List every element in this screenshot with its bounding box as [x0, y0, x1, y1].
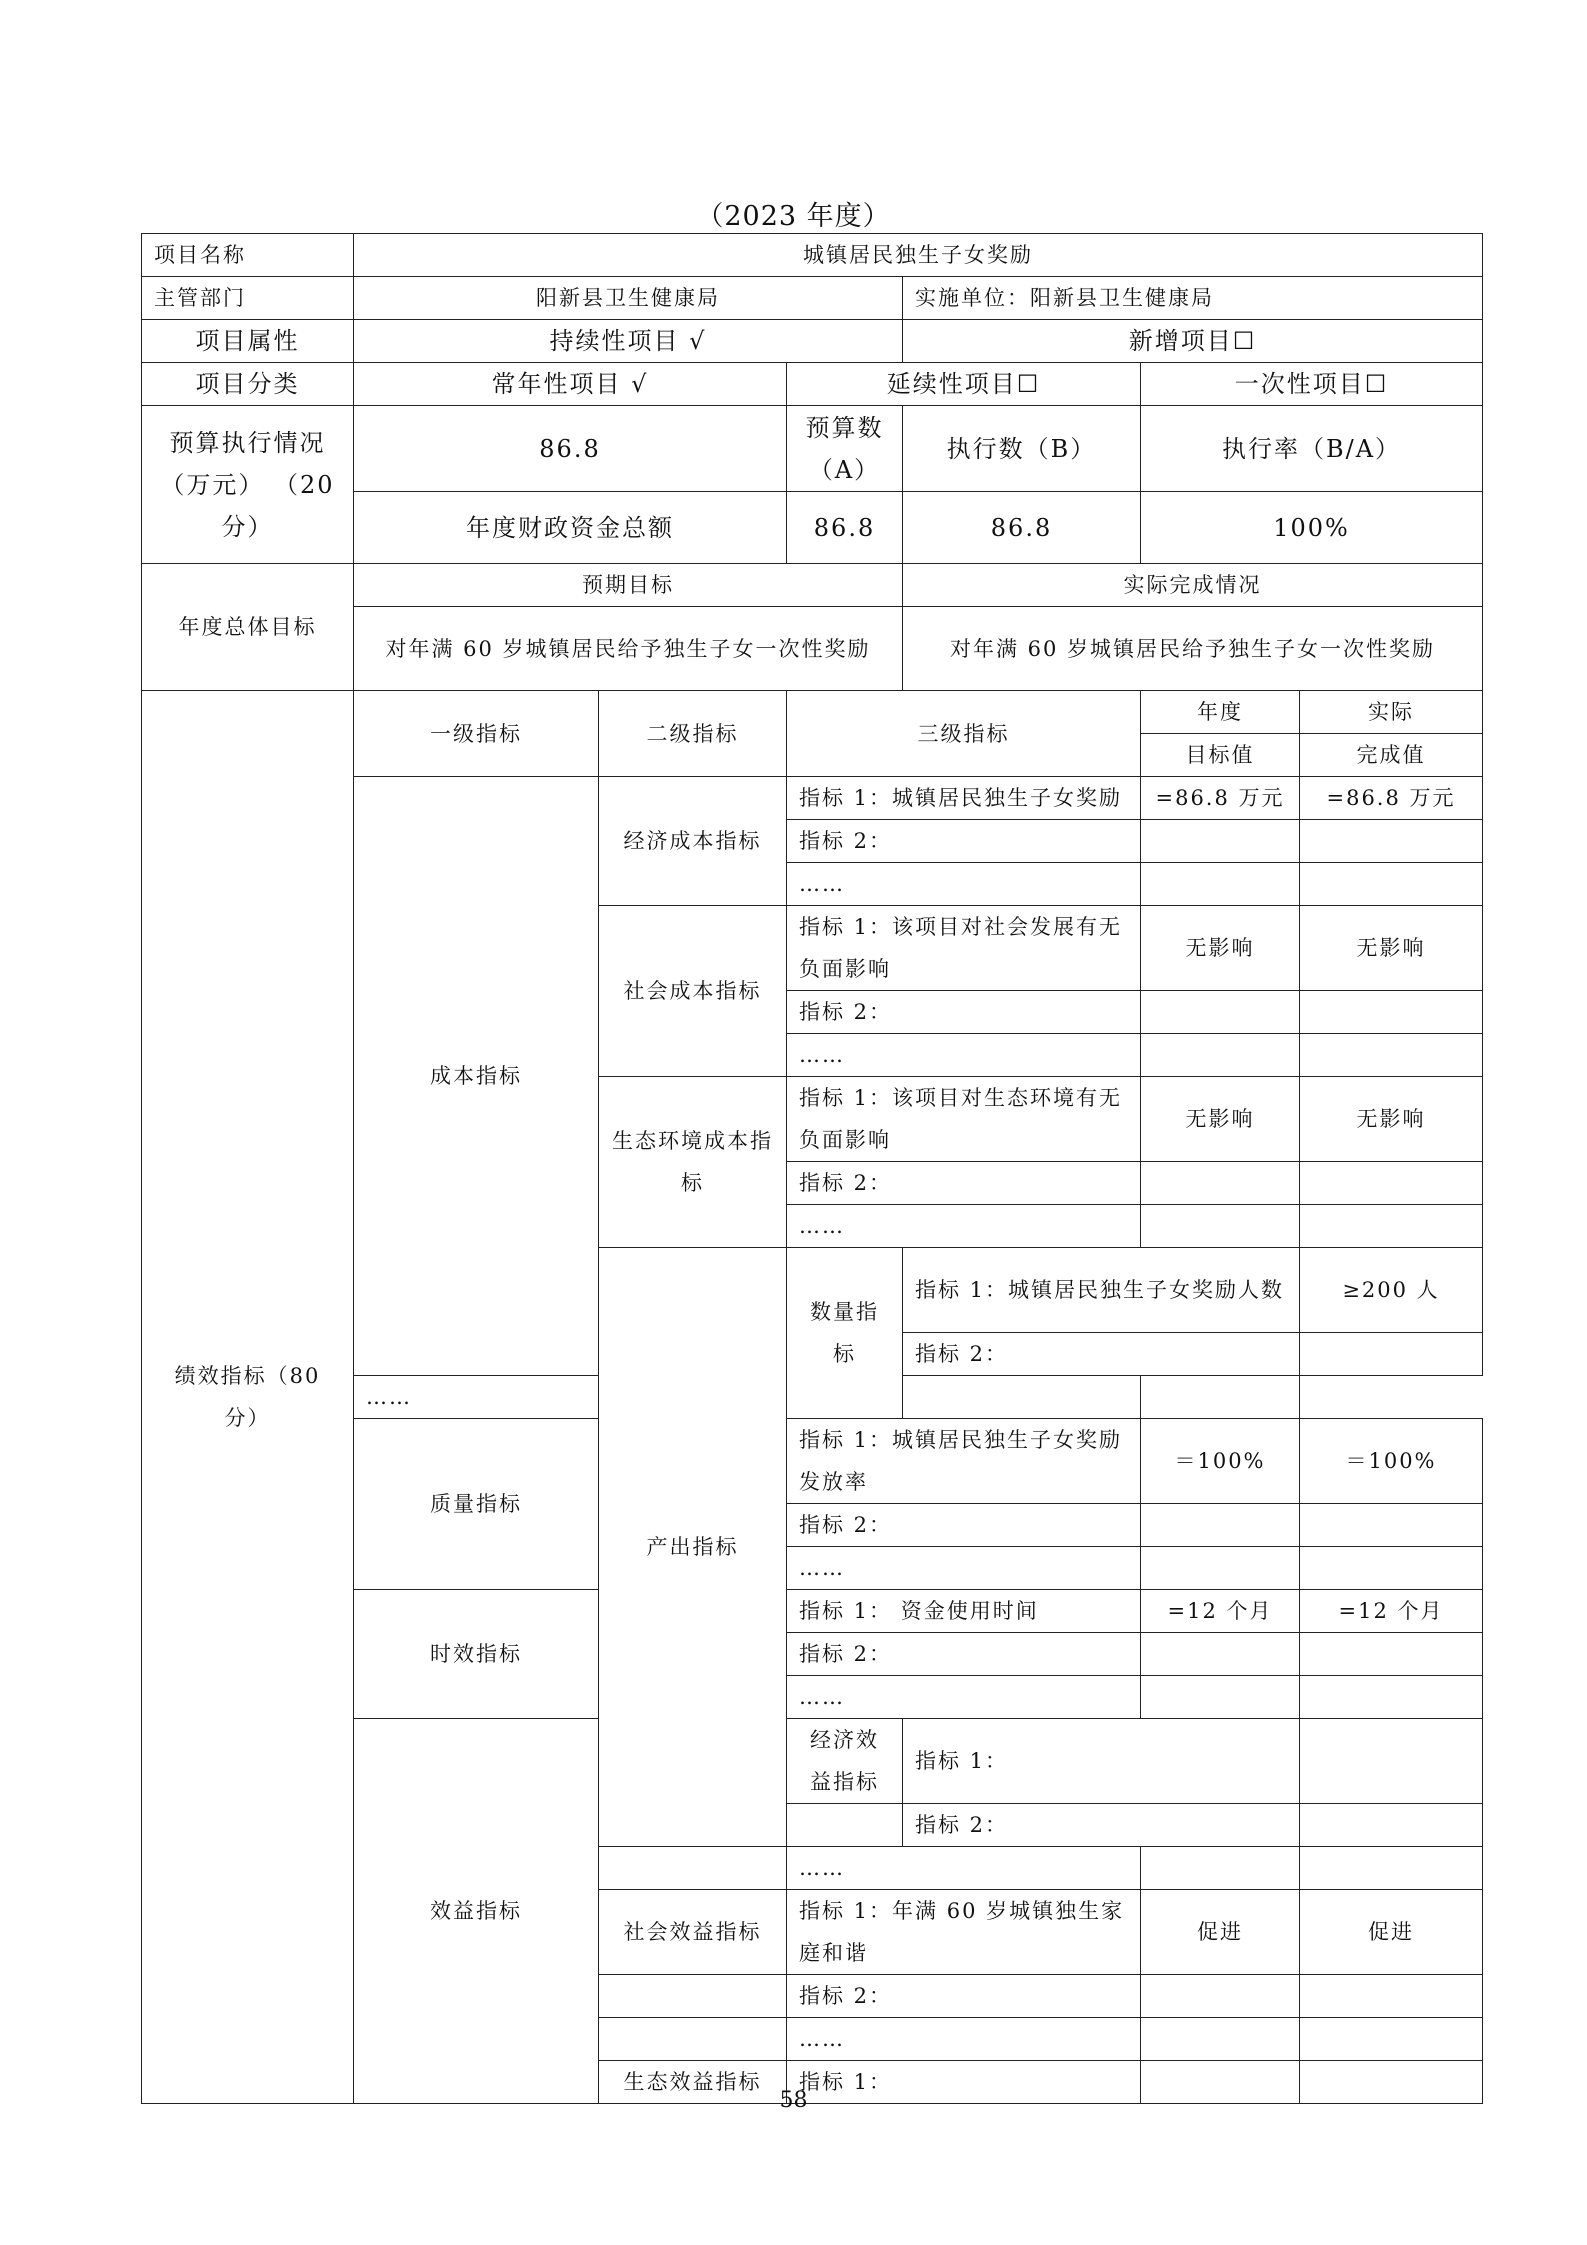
budget-label: 预算执行情况（万元） （20 分）: [142, 406, 354, 564]
actual-header: 实际: [1300, 691, 1483, 734]
target-value: [1141, 1547, 1300, 1590]
expected-goal-value: 对年满 60 岁城镇居民给予独生子女一次性奖励: [354, 607, 903, 691]
actual-value: [1300, 1034, 1483, 1077]
social-benefit-label: 社会效益指标: [599, 1890, 787, 1975]
actual-value: [1300, 2018, 1483, 2061]
econ-benefit-empty: [599, 1847, 787, 1890]
expected-goal-header: 预期目标: [354, 564, 903, 607]
actual-value: [1141, 1376, 1300, 1419]
indicator-text: 指标 1：城镇居民独生子女奖励人数: [903, 1248, 1300, 1333]
target-value: [1141, 820, 1300, 863]
target-value: [1141, 2018, 1300, 2061]
cost-indicators-label: 成本指标: [354, 777, 599, 1376]
page-title: （2023 年度）: [696, 201, 891, 232]
target-value: [1141, 1162, 1300, 1205]
target-value: [1141, 1633, 1300, 1676]
indicator-text: ……: [354, 1376, 787, 1419]
target-value: =12 个月: [1141, 1590, 1300, 1633]
indicator-text: 指标 1：: [787, 2061, 1141, 2104]
row-project-class: [142, 363, 1483, 406]
performance-form-table: [141, 233, 1483, 2104]
row-project-attribute: [142, 320, 1483, 363]
indicator-text: 指标 1： 资金使用时间: [787, 1590, 1141, 1633]
row-goal-header: [142, 564, 1483, 607]
actual-value: 促进: [1300, 1890, 1483, 1975]
target-value: =86.8 万元: [1141, 777, 1300, 820]
indicator-text: 指标 2：: [787, 1162, 1141, 1205]
indicator-text: 指标 2：: [787, 1633, 1141, 1676]
target-value: [1300, 1719, 1483, 1804]
econ-benefit-label: 经济效益指标: [787, 1719, 903, 1804]
indicator-text: 指标 2：: [787, 820, 1141, 863]
project-class-label: 项目分类: [142, 363, 354, 406]
actual-value: [1300, 1975, 1483, 2018]
level2-header: 二级指标: [599, 691, 787, 777]
total-execution-rate: 100%: [1141, 492, 1483, 564]
department-label: 主管部门: [142, 277, 354, 320]
total-budget-a: 86.8: [787, 492, 903, 564]
actual-value: 无影响: [1300, 906, 1483, 991]
indicator-text: ……: [787, 1547, 1141, 1590]
indicator-text: 指标 2：: [787, 1504, 1141, 1547]
eco-cost-label: 生态环境成本指标: [599, 1077, 787, 1248]
completed-value-header: 完成值: [1300, 734, 1483, 777]
target-value: [1141, 863, 1300, 906]
target-value: [1141, 1847, 1300, 1890]
target-value: 促进: [1141, 1890, 1300, 1975]
execution-rate-header: 执行率（B/A）: [1141, 406, 1483, 492]
indicator-text: 指标 2：: [903, 1804, 1300, 1847]
actual-value: [1300, 1676, 1483, 1719]
target-value-header: 目标值: [1141, 734, 1300, 777]
econ-benefit-empty: [787, 1804, 903, 1847]
actual-value: [1300, 820, 1483, 863]
actual-value: [1300, 1162, 1483, 1205]
class-regular: 常年性项目 √: [354, 363, 787, 406]
target-value: [1300, 1804, 1483, 1847]
row-department: [142, 277, 1483, 320]
indicator-text: 指标 1：: [903, 1719, 1300, 1804]
output-indicators-label: 产出指标: [599, 1248, 787, 1847]
actual-completion-value: 对年满 60 岁城镇居民给予独生子女一次性奖励: [903, 607, 1483, 691]
indicator-text: 指标 2：: [787, 1975, 1141, 2018]
timeliness-label: 时效指标: [354, 1590, 599, 1719]
attribute-new: 新增项目☐: [903, 320, 1483, 363]
project-name-value: 城镇居民独生子女奖励: [354, 234, 1483, 277]
department-value: 阳新县卫生健康局: [354, 277, 903, 320]
project-attribute-label: 项目属性: [142, 320, 354, 363]
actual-value: =12 个月: [1300, 1590, 1483, 1633]
row-budget-header: [142, 406, 1483, 492]
row-perf-header-1: [142, 691, 1483, 734]
actual-value: 无影响: [1300, 1077, 1483, 1162]
target-value: [1141, 1034, 1300, 1077]
indicator-text: ……: [787, 1847, 1141, 1890]
actual-completion-header: 实际完成情况: [903, 564, 1483, 607]
target-value: [1300, 1333, 1483, 1376]
actual-value: [1300, 863, 1483, 906]
level3-header: 三级指标: [787, 691, 1141, 777]
indicator-text: 指标 2：: [903, 1333, 1300, 1376]
actual-value: ＝100%: [1300, 1419, 1483, 1504]
target-value: 无影响: [1141, 906, 1300, 991]
total-execution-b: 86.8: [903, 492, 1141, 564]
target-value: [1141, 991, 1300, 1034]
total-funds-label: 年度财政资金总额: [354, 492, 787, 564]
indicator-text: 指标 2：: [787, 991, 1141, 1034]
actual-value: =86.8 万元: [1300, 777, 1483, 820]
row-project-name: [142, 234, 1483, 277]
indicator-text: 指标 1：该项目对生态环境有无负面影响: [787, 1077, 1141, 1162]
annual-goal-label: 年度总体目标: [142, 564, 354, 691]
target-value: ＝100%: [1141, 1419, 1300, 1504]
indicator-text: ……: [787, 2018, 1141, 2061]
social-benefit-empty: [599, 2018, 787, 2061]
actual-value: [1300, 1504, 1483, 1547]
target-value: [903, 1376, 1141, 1419]
actual-value: [1300, 1205, 1483, 1248]
target-value: [1141, 1676, 1300, 1719]
indicator-text: 指标 1：城镇居民独生子女奖励: [787, 777, 1141, 820]
target-value: ≥200 人: [1300, 1248, 1483, 1333]
budget-value-top: 86.8: [354, 406, 787, 492]
class-one-time: 一次性项目☐: [1141, 363, 1483, 406]
actual-value: [1300, 1633, 1483, 1676]
social-cost-label: 社会成本指标: [599, 906, 787, 1077]
year-header: 年度: [1141, 691, 1300, 734]
page-number: 58: [779, 2088, 808, 2113]
indicator-text: ……: [787, 1676, 1141, 1719]
indicator-text: 指标 1：年满 60 岁城镇独生家庭和谐: [787, 1890, 1141, 1975]
budget-a-header: 预算数（A）: [787, 406, 903, 492]
indicator-text: ……: [787, 1205, 1141, 1248]
actual-value: [1300, 1547, 1483, 1590]
level1-header: 一级指标: [354, 691, 599, 777]
quality-label: 质量指标: [354, 1419, 599, 1590]
quantity-label: 数量指标: [787, 1248, 903, 1419]
indicator-text: ……: [787, 1034, 1141, 1077]
target-value: [1141, 1504, 1300, 1547]
target-value: [1141, 1205, 1300, 1248]
indicator-text: ……: [787, 863, 1141, 906]
econ-cost-label: 经济成本指标: [599, 777, 787, 906]
indicator-text: 指标 1：城镇居民独生子女奖励发放率: [787, 1419, 1141, 1504]
actual-value: [1300, 991, 1483, 1034]
project-name-label: 项目名称: [142, 234, 354, 277]
performance-indicators-label: 绩效指标（80 分）: [142, 691, 354, 2104]
implementing-unit: 实施单位：阳新县卫生健康局: [903, 277, 1483, 320]
indicator-text: 指标 1：该项目对社会发展有无负面影响: [787, 906, 1141, 991]
target-value: [1141, 1975, 1300, 2018]
target-value: 无影响: [1141, 1077, 1300, 1162]
attribute-ongoing: 持续性项目 √: [354, 320, 903, 363]
class-continuing: 延续性项目☐: [787, 363, 1141, 406]
social-benefit-empty: [599, 1975, 787, 2018]
benefit-indicators-label: 效益指标: [354, 1719, 599, 2104]
actual-value: [1300, 1847, 1483, 1890]
execution-b-header: 执行数（B）: [903, 406, 1141, 492]
eco-benefit-label: 生态效益指标: [599, 2061, 787, 2104]
